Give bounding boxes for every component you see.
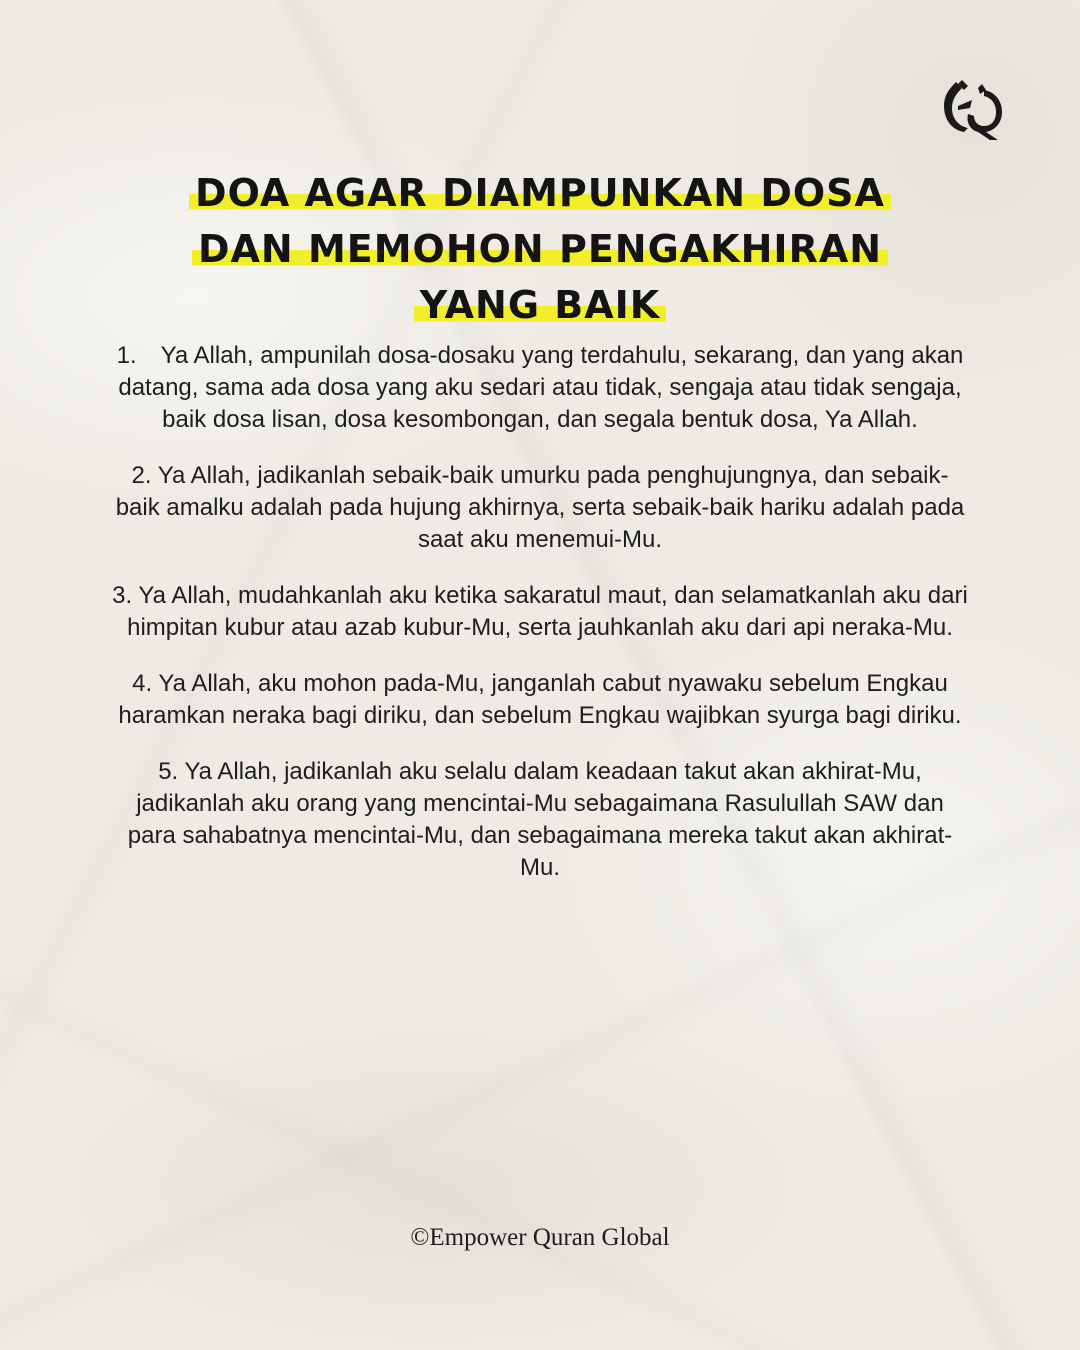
copyright-footer <box>0 1224 1080 1252</box>
eq-monogram-icon <box>938 76 1008 142</box>
prayer-item-2 <box>110 460 970 556</box>
prayer-item-1 <box>110 340 970 436</box>
page-title <box>0 168 1080 336</box>
prayer-text: Ya Allah, mudahkanlah aku ketika sakaratul maut, dan selamatkanlah aku dari himpitan kubur atau azab kubur-Mu, serta jauhkanlah aku dari api neraka-Mu. <box>127 582 968 641</box>
prayer-item-4 <box>110 668 970 732</box>
title-line <box>0 224 1080 276</box>
prayer-number: 4. <box>132 670 153 697</box>
prayer-text: Ya Allah, jadikanlah aku selalu dalam keadaan takut akan akhirat-Mu, jadikanlah aku orang yang mencintai-Mu sebagaimana Rasulullah SAW dan para sahabatnya mencintai-Mu, dan sebagaimana mereka takut akan akhirat-Mu. <box>127 758 953 881</box>
copyright-text: Empower Quran Global <box>429 1224 670 1251</box>
prayer-text: Ya Allah, jadikanlah sebaik-baik umurku pada penghujungnya, dan sebaik-baik amalku adalah pada hujung akhirnya, serta sebaik-baik hariku adalah pada saat aku menemui-Mu. <box>115 462 965 553</box>
prayer-number: 1. <box>116 342 137 369</box>
title-line <box>0 168 1080 220</box>
title-line-2: DAN MEMOHON PENGAKHIRAN <box>192 227 888 271</box>
prayer-list <box>110 340 970 908</box>
title-line-1: DOA AGAR DIAMPUNKAN DOSA <box>189 171 891 215</box>
prayer-number: 2. <box>131 462 152 489</box>
prayer-item-5 <box>110 756 970 884</box>
prayer-text: Ya Allah, ampunilah dosa-dosaku yang terdahulu, sekarang, dan yang akan datang, sama ada dosa yang aku sedari atau tidak, sengaja atau tidak sengaja, baik dosa lisan, dosa kesombongan, dan segala bentuk dosa, Ya Allah. <box>118 342 964 433</box>
prayer-number: 5. <box>158 758 179 785</box>
copyright-symbol: © <box>410 1224 430 1251</box>
prayer-text: Ya Allah, aku mohon pada-Mu, janganlah cabut nyawaku sebelum Engkau haramkan neraka bagi diriku, dan sebelum Engkau wajibkan syurga bagi diriku. <box>118 670 962 729</box>
prayer-item-3 <box>110 580 970 644</box>
title-line-3: YANG BAIK <box>414 283 666 327</box>
title-line <box>0 280 1080 332</box>
prayer-number: 3. <box>112 582 133 609</box>
